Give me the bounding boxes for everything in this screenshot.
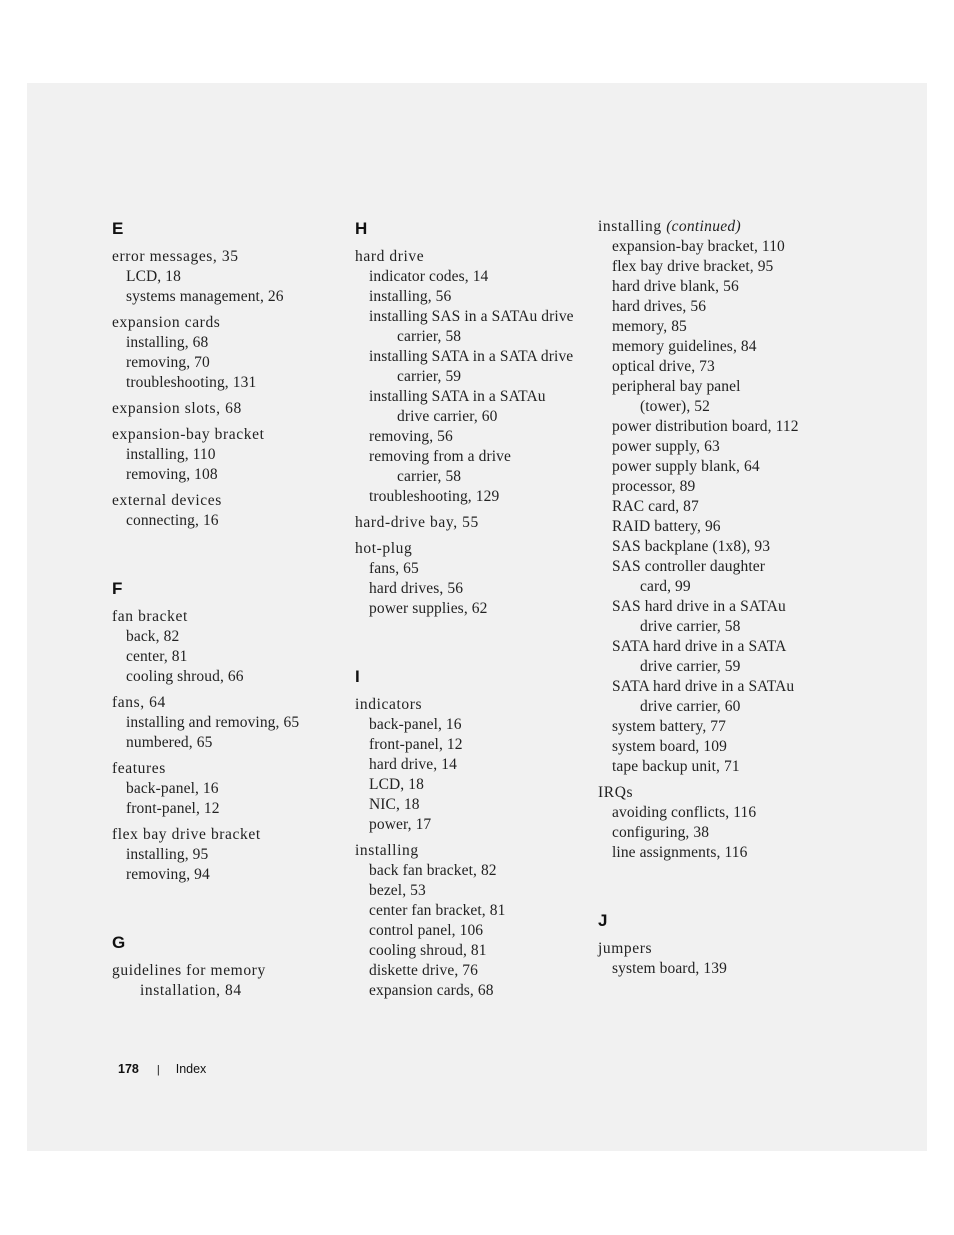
index-subentry-text: troubleshooting, 129 — [369, 488, 500, 505]
index-subentry-text: SATA hard drive in a SATA — [612, 638, 787, 655]
index-term-text: guidelines for memory — [112, 962, 266, 979]
index-column-2 — [355, 217, 590, 1007]
index-subentry-text: control panel, 106 — [369, 922, 484, 939]
index-subentry-text: SAS backplane (1x8), 93 — [612, 538, 771, 555]
index-subentry — [355, 599, 590, 619]
index-subentry — [355, 387, 590, 427]
index-subentry — [355, 961, 590, 981]
index-subentry-continuation: carrier, 59 — [397, 368, 462, 385]
index-subentry — [598, 297, 848, 317]
index-subentry-text: LCD, 18 — [369, 776, 424, 793]
index-subentry-text: system board, 109 — [612, 738, 727, 755]
index-subentry-text: installing and removing, 65 — [126, 714, 300, 731]
index-entry — [112, 399, 342, 419]
index-term — [112, 425, 342, 445]
index-subentry-text: configuring, 38 — [612, 824, 710, 841]
index-term — [112, 399, 342, 419]
index-subentry-text: front-panel, 12 — [369, 736, 463, 753]
index-subentry — [355, 881, 590, 901]
index-subentry — [355, 447, 590, 487]
index-subentry — [355, 427, 590, 447]
index-subentry — [598, 677, 848, 717]
index-subentry-text: processor, 89 — [612, 478, 696, 495]
index-subentry — [598, 257, 848, 277]
index-subentry-continuation: (tower), 52 — [640, 398, 710, 415]
index-subentry-text: troubleshooting, 131 — [126, 374, 257, 391]
index-subentry — [355, 715, 590, 735]
index-subentry — [355, 981, 590, 1001]
index-subentry-text: memory guidelines, 84 — [612, 338, 757, 355]
index-subentry — [355, 755, 590, 775]
footer-section-title: Index — [175, 1062, 207, 1076]
index-subentry — [598, 557, 848, 597]
index-subentry-text: hard drives, 56 — [369, 580, 464, 597]
index-subentry-text: back-panel, 16 — [126, 780, 219, 797]
index-subentry — [355, 307, 590, 347]
index-subentry — [598, 803, 848, 823]
index-subentry — [355, 267, 590, 287]
index-subentry — [598, 597, 848, 637]
index-subentry — [598, 377, 848, 417]
index-subentry-text: expansion-bay bracket, 110 — [612, 238, 785, 255]
index-subentry — [598, 437, 848, 457]
index-subentry-text: cooling shroud, 66 — [126, 668, 244, 685]
index-subentry — [598, 457, 848, 477]
index-subentry-text: center fan bracket, 81 — [369, 902, 506, 919]
continued-label: (continued) — [666, 218, 741, 235]
index-subentry — [112, 647, 342, 667]
index-subentry-continuation: carrier, 58 — [397, 328, 462, 345]
index-subentry — [112, 373, 342, 393]
index-subentry-text: SATA hard drive in a SATAu — [612, 678, 795, 695]
index-subentry-text: memory, 85 — [612, 318, 687, 335]
index-term — [355, 695, 590, 715]
index-subentry — [598, 477, 848, 497]
index-subentry-text: numbered, 65 — [126, 734, 213, 751]
index-subentry-text: removing, 56 — [369, 428, 453, 445]
index-subentry — [355, 775, 590, 795]
index-subentry-text: tape backup unit, 71 — [612, 758, 740, 775]
index-entry — [355, 695, 590, 835]
index-subentry-text: installing, 68 — [126, 334, 209, 351]
index-subentry — [598, 517, 848, 537]
footer-separator: | — [156, 1064, 160, 1076]
index-subentry-text: installing SAS in a SATAu drive — [369, 308, 574, 325]
index-subentry — [112, 865, 342, 885]
index-subentry — [112, 445, 342, 465]
index-subentry-text: removing, 108 — [126, 466, 218, 483]
index-subentry — [598, 417, 848, 437]
index-subentry — [598, 843, 848, 863]
index-subentry-text: installing, 110 — [126, 446, 216, 463]
index-subentry — [598, 637, 848, 677]
index-subentry-text: expansion cards, 68 — [369, 982, 494, 999]
index-term-text: flex bay drive bracket — [112, 826, 261, 843]
index-subentry — [355, 921, 590, 941]
index-subentry-text: SAS controller daughter — [612, 558, 765, 575]
index-term — [598, 939, 848, 959]
index-subentry — [112, 267, 342, 287]
index-entry — [112, 425, 342, 485]
section-letter-j: J — [598, 911, 608, 930]
index-subentry-text: power, 17 — [369, 816, 432, 833]
index-subentry-text: cooling shroud, 81 — [369, 942, 487, 959]
index-subentry-text: bezel, 53 — [369, 882, 426, 899]
index-subentry — [112, 845, 342, 865]
section-letter-i: I — [355, 667, 360, 686]
index-subentry-text: back, 82 — [126, 628, 180, 645]
index-term-text: hard-drive bay, 55 — [355, 514, 479, 531]
index-subentry — [355, 579, 590, 599]
index-subentry — [598, 737, 848, 757]
index-entry — [112, 693, 342, 753]
index-subentry — [598, 317, 848, 337]
index-subentry-text: system board, 139 — [612, 960, 727, 977]
index-term — [598, 217, 848, 237]
index-term — [598, 783, 848, 803]
index-subentry-text: power distribution board, 112 — [612, 418, 799, 435]
index-subentry-text: RAC card, 87 — [612, 498, 699, 515]
index-subentry — [598, 277, 848, 297]
index-subentry-text: SAS hard drive in a SATAu — [612, 598, 786, 615]
index-subentry-text: peripheral bay panel — [612, 378, 741, 395]
index-term — [355, 539, 590, 559]
index-subentry-text: hard drives, 56 — [612, 298, 707, 315]
index-subentry — [112, 733, 342, 753]
index-subentry — [112, 333, 342, 353]
index-subentry-text: diskette drive, 76 — [369, 962, 478, 979]
index-subentry — [355, 287, 590, 307]
index-subentry — [598, 959, 848, 979]
index-subentry — [112, 779, 342, 799]
index-subentry-text: hard drive, 14 — [369, 756, 457, 773]
index-subentry-text: hard drive blank, 56 — [612, 278, 739, 295]
index-subentry — [112, 353, 342, 373]
index-subentry — [598, 717, 848, 737]
index-subentry-text: flex bay drive bracket, 95 — [612, 258, 774, 275]
index-subentry-text: avoiding conflicts, 116 — [612, 804, 757, 821]
index-term — [355, 841, 590, 861]
index-term-text: expansion cards — [112, 314, 221, 331]
index-entry — [112, 961, 342, 1001]
index-term — [112, 491, 342, 511]
index-subentry-text: front-panel, 12 — [126, 800, 220, 817]
index-term-text: fan bracket — [112, 608, 188, 625]
index-subentry — [355, 735, 590, 755]
index-subentry — [112, 799, 342, 819]
index-entry — [112, 313, 342, 393]
index-subentry-continuation: carrier, 58 — [397, 468, 462, 485]
index-entry — [598, 783, 848, 863]
index-term — [355, 247, 590, 267]
index-subentry — [355, 941, 590, 961]
index-term — [112, 693, 342, 713]
index-subentry-text: RAID battery, 96 — [612, 518, 721, 535]
index-entry — [112, 491, 342, 531]
index-subentry — [112, 287, 342, 307]
index-term-text: external devices — [112, 492, 222, 509]
index-term — [112, 759, 342, 779]
index-entry — [598, 939, 848, 979]
index-subentry-text: NIC, 18 — [369, 796, 420, 813]
index-subentry-text: installing SATA in a SATA drive — [369, 348, 574, 365]
index-subentry — [598, 757, 848, 777]
index-subentry-text: line assignments, 116 — [612, 844, 748, 861]
index-subentry — [112, 713, 342, 733]
index-term-text: hot-plug — [355, 540, 413, 557]
index-term-text: hard drive — [355, 248, 425, 265]
index-term — [112, 825, 342, 845]
index-subentry-continuation: drive carrier, 60 — [640, 698, 741, 715]
index-subentry-text: installing, 95 — [126, 846, 209, 863]
index-subentry — [355, 347, 590, 387]
index-subentry-text: power supply blank, 64 — [612, 458, 760, 475]
index-subentry — [112, 465, 342, 485]
index-subentry-continuation: drive carrier, 58 — [640, 618, 741, 635]
index-subentry-text: power supplies, 62 — [369, 600, 488, 617]
index-subentry — [598, 823, 848, 843]
index-subentry-text: systems management, 26 — [126, 288, 284, 305]
index-entry — [112, 607, 342, 687]
index-subentry-continuation: drive carrier, 59 — [640, 658, 741, 675]
index-subentry — [355, 901, 590, 921]
index-subentry-text: fans, 65 — [369, 560, 419, 577]
index-subentry-text: power supply, 63 — [612, 438, 720, 455]
section-letter-h: H — [355, 219, 368, 238]
page-footer — [118, 1062, 206, 1076]
index-subentry-text: LCD, 18 — [126, 268, 181, 285]
index-term-text: jumpers — [598, 940, 653, 957]
index-subentry — [355, 815, 590, 835]
index-subentry — [355, 795, 590, 815]
index-term-text: installing — [598, 218, 662, 235]
page-number: 178 — [118, 1062, 139, 1076]
index-term-text: expansion-bay bracket — [112, 426, 265, 443]
index-subentry — [355, 559, 590, 579]
index-subentry — [355, 487, 590, 507]
index-subentry — [112, 511, 342, 531]
index-term-text: IRQs — [598, 784, 634, 801]
index-term-text: expansion slots, 68 — [112, 400, 242, 417]
index-entry — [355, 841, 590, 1001]
index-subentry — [598, 537, 848, 557]
index-term-text: indicators — [355, 696, 423, 713]
index-term-text: features — [112, 760, 166, 777]
section-letter-g: G — [112, 933, 126, 952]
index-term-continuation: installation, 84 — [140, 982, 242, 999]
index-subentry-text: removing, 94 — [126, 866, 210, 883]
index-subentry — [355, 861, 590, 881]
index-subentry — [598, 337, 848, 357]
index-subentry-text: back-panel, 16 — [369, 716, 462, 733]
index-term-text: installing — [355, 842, 419, 859]
index-subentry — [112, 667, 342, 687]
index-entry — [355, 513, 590, 533]
index-subentry — [598, 497, 848, 517]
index-entry — [355, 539, 590, 619]
index-entry — [112, 825, 342, 885]
index-subentry-text: removing, 70 — [126, 354, 210, 371]
index-subentry-continuation: card, 99 — [640, 578, 691, 595]
index-subentry-text: optical drive, 73 — [612, 358, 715, 375]
index-subentry-text: center, 81 — [126, 648, 188, 665]
index-subentry-text: back fan bracket, 82 — [369, 862, 497, 879]
index-subentry — [598, 357, 848, 377]
index-term — [112, 247, 342, 267]
index-subentry-text: removing from a drive — [369, 448, 511, 465]
index-entry — [112, 247, 342, 307]
index-term — [112, 607, 342, 627]
index-term — [112, 313, 342, 333]
index-subentry-text: system battery, 77 — [612, 718, 727, 735]
index-subentry-text: indicator codes, 14 — [369, 268, 489, 285]
section-letter-e: E — [112, 219, 124, 238]
section-letter-f: F — [112, 579, 123, 598]
index-subentry — [112, 627, 342, 647]
index-entry — [355, 247, 590, 507]
index-term-text: error messages, 35 — [112, 248, 239, 265]
index-column-1 — [112, 217, 342, 1007]
index-entry — [598, 217, 848, 777]
index-subentry-text: connecting, 16 — [126, 512, 219, 529]
index-entry — [112, 759, 342, 819]
index-term — [112, 961, 342, 981]
index-subentry-text: installing SATA in a SATAu — [369, 388, 546, 405]
index-term-text: fans, 64 — [112, 694, 166, 711]
index-subentry-continuation: drive carrier, 60 — [397, 408, 498, 425]
index-term — [355, 513, 590, 533]
index-subentry — [598, 237, 848, 257]
index-subentry-text: installing, 56 — [369, 288, 452, 305]
index-column-3 — [598, 217, 848, 985]
